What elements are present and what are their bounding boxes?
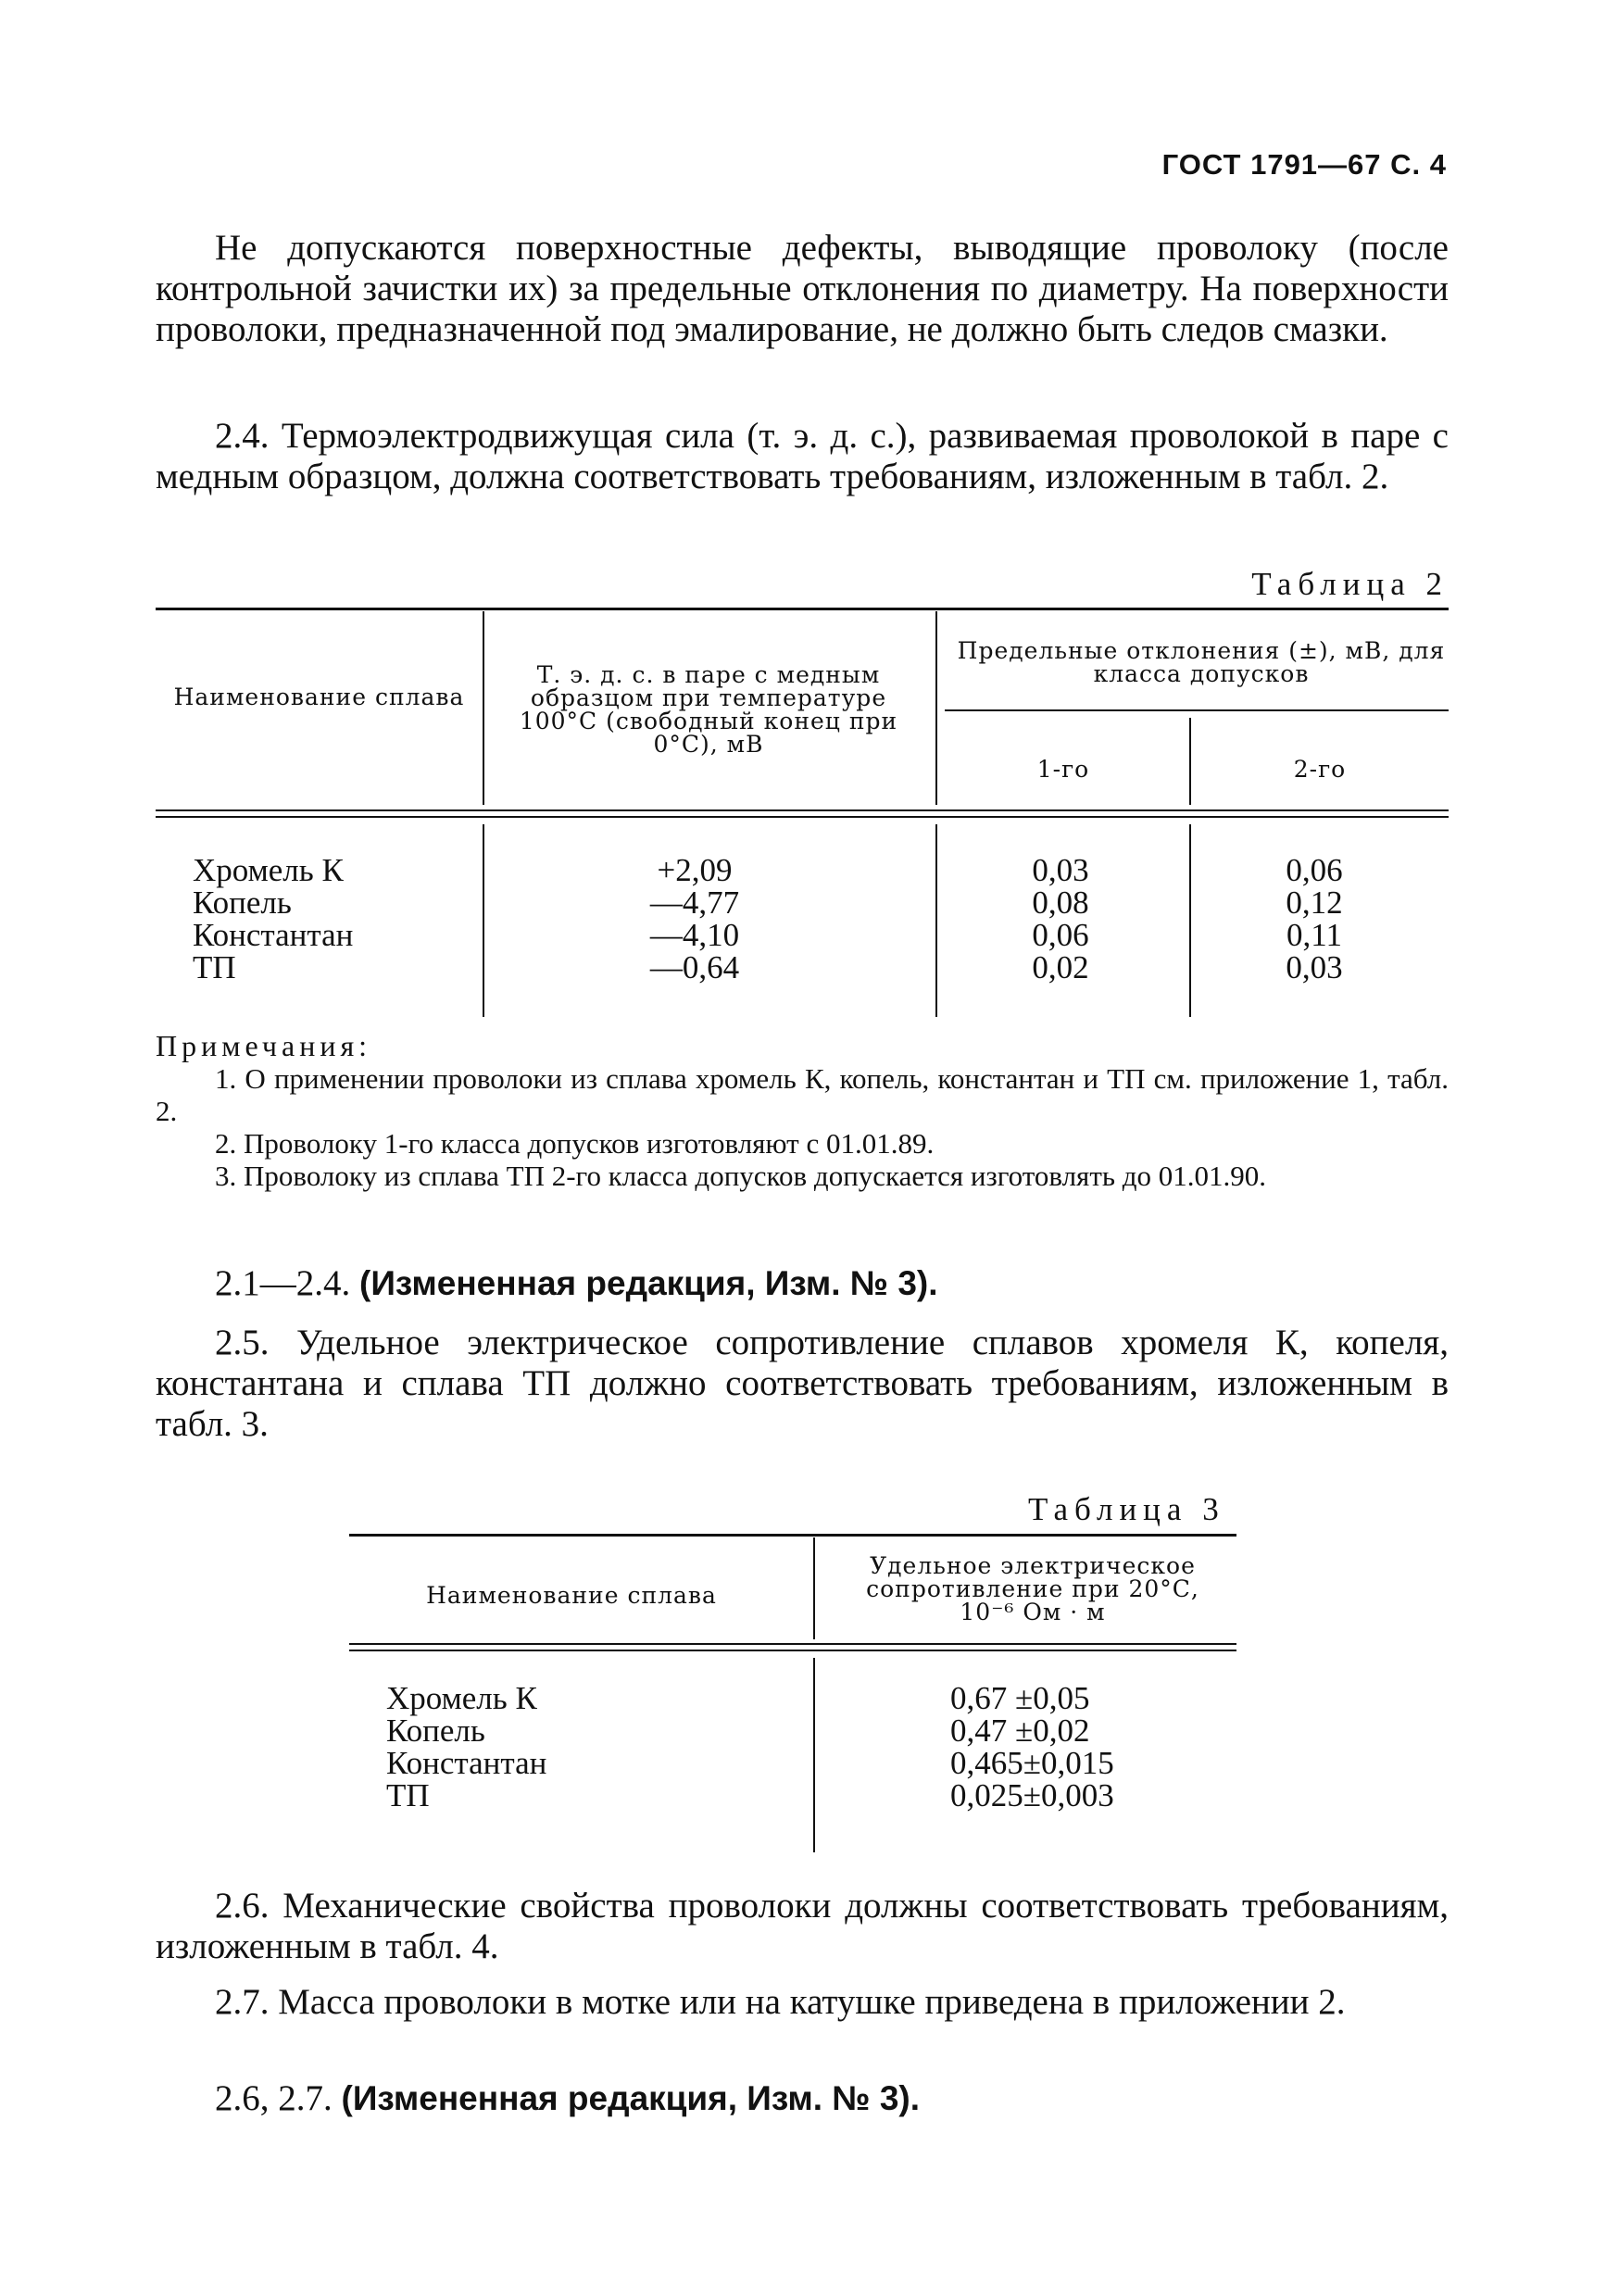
table2-cell-class1: 0,06: [1032, 917, 1089, 953]
table3-cell-value: 0,465±0,015: [950, 1745, 1114, 1781]
table3-header-rule: [349, 1650, 1236, 1651]
table2-notes: [156, 1030, 1449, 1192]
table3-cell-value: 0,025±0,003: [950, 1777, 1114, 1813]
paragraph-number: 2.6, 2.7.: [215, 2078, 333, 2118]
paragraph-2-4: [156, 416, 1449, 497]
table2-body-divider: [935, 824, 937, 1017]
table3-body-divider: [813, 1658, 815, 1852]
paragraph-text: 2.7. Масса проволоки в мотке или на катушке приведена в приложении 2.: [215, 1982, 1346, 2022]
notes-title: Примечания:: [156, 1029, 372, 1062]
note-item: 3. Проволоку из сплава ТП 2-го класса допусков допускается изготовлять до 01.01.90.: [215, 1160, 1267, 1192]
table2-header-rule: [156, 816, 1449, 818]
table3-cell-alloy: Хромель К: [386, 1680, 537, 1716]
table2-header-emf: Т. э. д. с. в паре с медным образцом при температуре 100°С (свободный конец при 0°С), мВ: [519, 661, 898, 758]
table2-cell-class2: 0,06: [1286, 852, 1343, 888]
paragraph-2-7: [156, 1982, 1449, 2023]
table2-cell-class1: 0,08: [1032, 885, 1089, 921]
table3-header-alloy: Наименование сплава: [426, 1582, 717, 1609]
table3-caption: Таблица 3: [1028, 1491, 1225, 1527]
paragraph-amendment-2-6-2-7: [156, 2078, 1449, 2119]
table2-cell-alloy: Копель: [193, 885, 292, 921]
table3-cell-value: 0,47 ±0,02: [950, 1713, 1090, 1749]
table2-caption: Таблица 2: [1251, 566, 1449, 602]
paragraph-surface-defects: [156, 228, 1449, 350]
table3-cell-value: 0,67 ±0,05: [950, 1680, 1090, 1716]
table2-header-class2: 2-го: [1293, 756, 1347, 783]
table2-cell-class2: 0,11: [1286, 917, 1342, 953]
note-item: 1. О применении проволоки из сплава хромель К, копель, константан и ТП см. приложение 1, табл. 2.: [156, 1062, 1449, 1127]
paragraph-text: 2.4. Термоэлектродвижущая сила (т. э. д. с.), развиваемая проволокой в паре с медным образцом, должна соответствовать требованиям, изложенным в табл. 2.: [156, 416, 1449, 496]
paragraph-text: 2.5. Удельное электрическое сопротивление сплавов хромеля К, копеля, константана и сплава ТП должно соответствовать требованиям, изложенным в табл. 3.: [156, 1323, 1449, 1444]
table2-body-divider: [1189, 824, 1191, 1017]
table2-cell-class1: 0,02: [1032, 949, 1089, 985]
table3-cell-alloy: Копель: [386, 1713, 485, 1749]
table2-cell-alloy: Хромель К: [193, 852, 344, 888]
table2-header-deviation: Предельные отклонения (±), мВ, для класса допусков: [957, 637, 1446, 687]
table3-header-resistivity: Удельное электрическое сопротивление при 20°С, 10⁻⁶ Ом · м: [866, 1552, 1199, 1625]
paragraph-amendment-2-1-2-4: [156, 1263, 1449, 1304]
table3-cell-alloy: Константан: [386, 1745, 547, 1781]
table2-cell-alloy: ТП: [193, 949, 236, 985]
table2-header-rule: [156, 809, 1449, 811]
table3-header-rule: [349, 1643, 1236, 1645]
table2-cell-emf: —4,10: [649, 917, 740, 953]
paragraph-2-6: [156, 1886, 1449, 1967]
paragraph-text: Не допускаются поверхностные дефекты, выводящие проволоку (после контрольной зачистки их) за предельные отклонения по диаметру. На поверхности проволоки, предназначенной под эмалирование, не должно быть следов смазки.: [156, 228, 1449, 349]
table2-cell-emf: —0,64: [649, 949, 740, 985]
table2-cell-emf: +2,09: [657, 852, 733, 888]
table3-cell-alloy: ТП: [386, 1777, 430, 1813]
table2-cell-alloy: Константан: [193, 917, 354, 953]
amendment-note: (Измененная редакция, Изм. № 3).: [341, 2079, 921, 2117]
table2-cell-class1: 0,03: [1032, 852, 1089, 888]
note-item: 2. Проволоку 1-го класса допусков изготовляют с 01.01.89.: [215, 1127, 935, 1160]
table3-top-rule: [349, 1534, 1236, 1537]
table2-subheader-rule: [945, 709, 1449, 711]
table2-body-divider: [483, 824, 484, 1017]
amendment-note: (Измененная редакция, Изм. № 3).: [359, 1264, 938, 1302]
table2-top-rule: [156, 608, 1449, 610]
table2-cell-emf: —4,77: [649, 885, 740, 921]
table3-header-divider: [813, 1537, 815, 1639]
table2-cell-class2: 0,03: [1286, 949, 1343, 985]
table2-header-class1: 1-го: [1036, 756, 1090, 783]
paragraph-text: 2.6. Механические свойства проволоки должны соответствовать требованиям, изложенным в табл. 4.: [156, 1886, 1449, 1966]
paragraph-number: 2.1—2.4.: [215, 1263, 351, 1303]
paragraph-2-5: [156, 1323, 1449, 1445]
table2-header-divider: [483, 611, 484, 805]
page-header: ГОСТ 1791—67 С. 4: [1161, 148, 1447, 181]
table2-header-alloy: Наименование сплава: [173, 684, 465, 710]
table2-cell-class2: 0,12: [1286, 885, 1343, 921]
